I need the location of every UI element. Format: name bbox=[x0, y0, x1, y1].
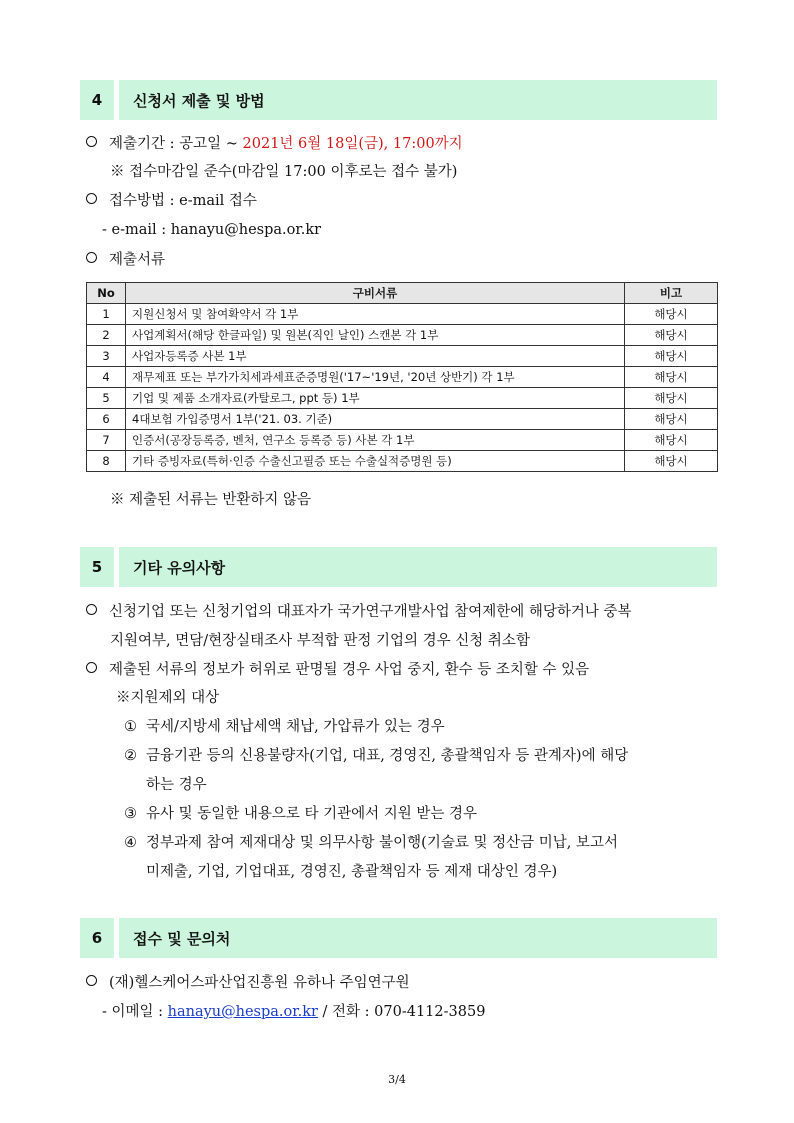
exclusion-item-4-cont: 미제출, 기업, 기업대표, 경영진, 총괄책임자 등 제재 대상인 경우) bbox=[146, 864, 558, 880]
header-no: No bbox=[87, 283, 126, 304]
section-6-title: 접수 및 문의처 bbox=[119, 918, 717, 958]
row-note: 해당시 bbox=[625, 325, 718, 346]
circle-bullet-icon bbox=[86, 662, 97, 673]
contact-details: - 이메일 : hanayu@hespa.or.kr / 전화 : 070-4112-3859 bbox=[102, 1004, 486, 1020]
period-label: 제출기간 : 공고일 ~ bbox=[109, 136, 243, 152]
table-row bbox=[87, 304, 718, 325]
section-4-number: 4 bbox=[80, 80, 114, 120]
contact-org: (재)헬스케어스파산업진흥원 유하나 주임연구원 bbox=[86, 973, 410, 993]
row-no: 1 bbox=[87, 304, 126, 325]
row-document: 사업계획서(해당 한글파일) 및 원본(직인 날인) 스캔본 각 1부 bbox=[126, 325, 625, 346]
row-document: 4대보험 가입증명서 1부('21. 03. 기준) bbox=[126, 409, 625, 430]
section-6-header bbox=[80, 918, 717, 958]
table-row bbox=[87, 388, 718, 409]
section-5-header bbox=[80, 547, 717, 587]
row-note: 해당시 bbox=[625, 430, 718, 451]
row-note: 해당시 bbox=[625, 388, 718, 409]
row-note: 해당시 bbox=[625, 451, 718, 472]
row-no: 3 bbox=[87, 346, 126, 367]
row-note: 해당시 bbox=[625, 346, 718, 367]
section-5-number: 5 bbox=[80, 547, 114, 587]
row-no: 2 bbox=[87, 325, 126, 346]
row-no: 7 bbox=[87, 430, 126, 451]
period-note: ※ 접수마감일 준수(마감일 17:00 이후로는 접수 불가) bbox=[110, 164, 458, 180]
docs-title: 제출서류 bbox=[86, 250, 165, 270]
row-document: 지원신청서 및 참여확약서 각 1부 bbox=[126, 304, 625, 325]
required-documents-table bbox=[86, 282, 718, 472]
exclusion-item-2: ② 금융기관 등의 신용불량자(기업, 대표, 경영진, 총괄책임자 등 관계자)에 해당 bbox=[124, 748, 629, 764]
row-document: 기업 및 제품 소개자료(카탈로그, ppt 등) 1부 bbox=[126, 388, 625, 409]
row-no: 5 bbox=[87, 388, 126, 409]
note-bullet-2: 제출된 서류의 정보가 허위로 판명될 경우 사업 중지, 환수 등 조치할 수 있음 bbox=[86, 660, 589, 680]
row-document: 재무제표 또는 부가가치세과세표준증명원('17~'19년, '20년 상반기) 각 1부 bbox=[126, 367, 625, 388]
circle-bullet-icon bbox=[86, 193, 97, 204]
section-6-number: 6 bbox=[80, 918, 114, 958]
section-5-title: 기타 유의사항 bbox=[119, 547, 717, 587]
row-note: 해당시 bbox=[625, 367, 718, 388]
circle-bullet-icon bbox=[86, 252, 97, 263]
section-4-title: 신청서 제출 및 방법 bbox=[119, 80, 717, 120]
exclusion-title: ※지원제외 대상 bbox=[116, 690, 220, 706]
header-note: 비고 bbox=[625, 283, 718, 304]
table-header-row bbox=[87, 283, 718, 304]
row-no: 8 bbox=[87, 451, 126, 472]
table-row bbox=[87, 409, 718, 430]
period-value: 2021년 6월 18일(금), 17:00까지 bbox=[242, 136, 463, 152]
header-document: 구비서류 bbox=[126, 283, 625, 304]
note-bullet-1-cont: 지원여부, 면담/현장실태조사 부적합 판정 기업의 경우 신청 취소함 bbox=[110, 633, 530, 649]
table-note: ※ 제출된 서류는 반환하지 않음 bbox=[110, 492, 312, 508]
section-4-header bbox=[80, 80, 717, 120]
table-row bbox=[87, 325, 718, 346]
table-row bbox=[87, 346, 718, 367]
circle-bullet-icon bbox=[86, 604, 97, 615]
exclusion-item-3: ③ 유사 및 동일한 내용으로 타 기관에서 지원 받는 경우 bbox=[124, 806, 478, 822]
row-document: 인증서(공장등록증, 벤처, 연구소 등록증 등) 사본 각 1부 bbox=[126, 430, 625, 451]
row-document: 기타 증빙자료(특허·인증 수출신고필증 또는 수출실적증명원 등) bbox=[126, 451, 625, 472]
note-bullet-1: 신청기업 또는 신청기업의 대표자가 국가연구개발사업 참여제한에 해당하거나 중복 bbox=[86, 602, 632, 622]
table-row bbox=[87, 451, 718, 472]
exclusion-item-4: ④ 정부과제 참여 제재대상 및 의무사항 불이행(기술료 및 정산금 미납, 보고서 bbox=[124, 835, 618, 851]
row-no: 4 bbox=[87, 367, 126, 388]
exclusion-item-2-cont: 하는 경우 bbox=[146, 777, 207, 793]
row-no: 6 bbox=[87, 409, 126, 430]
row-note: 해당시 bbox=[625, 304, 718, 325]
email-line: - e-mail : hanayu@hespa.or.kr bbox=[102, 222, 322, 238]
exclusion-item-1: ① 국세/지방세 채납세액 채납, 가압류가 있는 경우 bbox=[124, 719, 445, 735]
method-text: 접수방법 : e-mail 접수 bbox=[109, 193, 257, 209]
table-row bbox=[87, 367, 718, 388]
circle-bullet-icon bbox=[86, 136, 97, 147]
submission-period bbox=[86, 134, 463, 154]
contact-phone: / 전화 : 070-4112-3859 bbox=[317, 1004, 486, 1020]
submission-method bbox=[86, 191, 257, 211]
row-note: 해당시 bbox=[625, 409, 718, 430]
table-row bbox=[87, 430, 718, 451]
page-number: 3/4 bbox=[388, 1073, 406, 1086]
row-document: 사업자등록증 사본 1부 bbox=[126, 346, 625, 367]
circle-bullet-icon bbox=[86, 975, 97, 986]
contact-email-link[interactable]: hanayu@hespa.or.kr bbox=[167, 1004, 318, 1020]
